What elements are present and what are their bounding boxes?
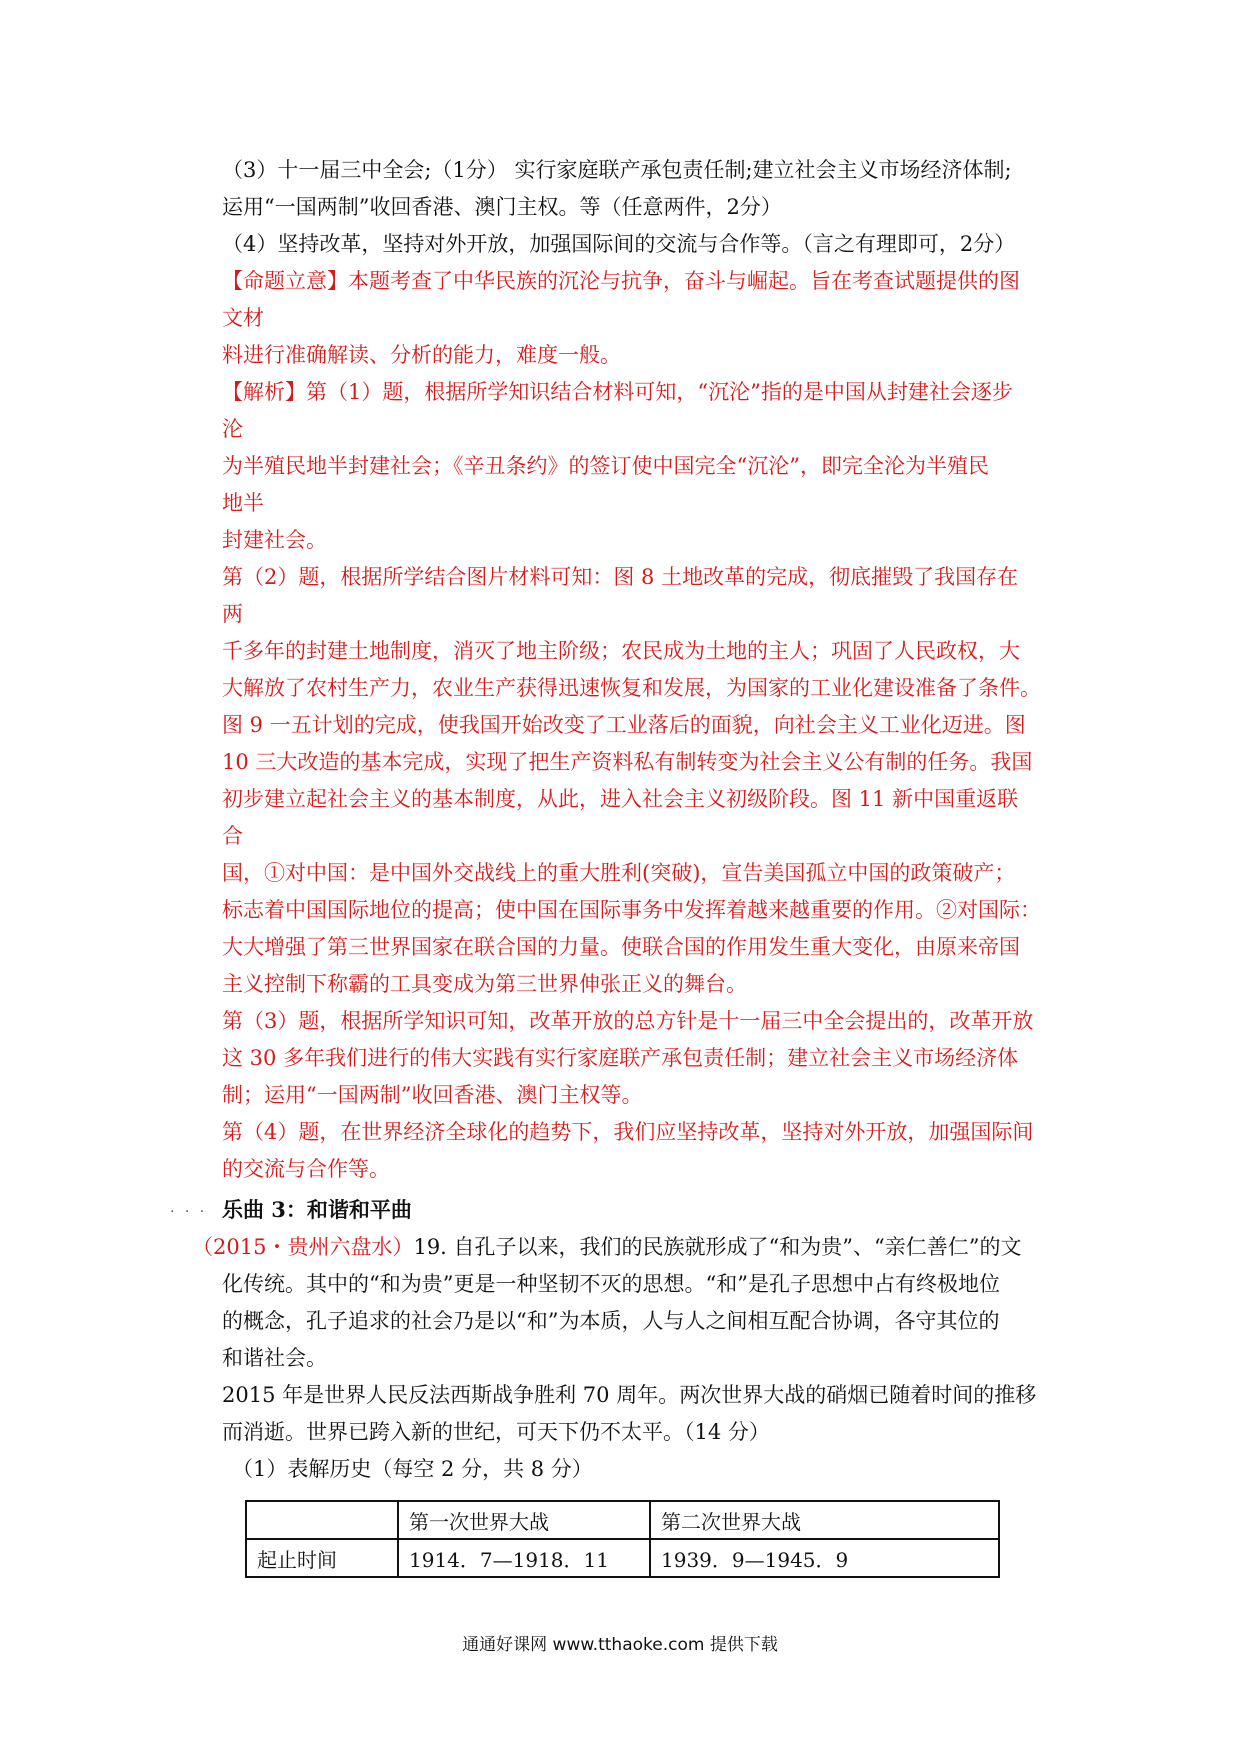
table-header-cell: 第二次世界大战	[650, 1501, 999, 1539]
analysis-line: 【解析】第（1）题，根据所学知识结合材料可知，“沉沦”指的是中国从封建社会逐步	[222, 380, 1013, 404]
answer-line: 运用“一国两制”收回香港、澳门主权。等（任意两件，2分）	[222, 195, 782, 219]
analysis-line: 国，①对中国：是中国外交战线上的重大胜利(突破)，宣告美国孤立中国的政策破产；	[222, 861, 1016, 885]
analysis-line: 合	[222, 824, 243, 848]
question-first-line	[192, 1230, 1021, 1264]
analysis-line: 大解放了农村生产力，农业生产获得迅速恢复和发展，为国家的工业化建设准备了条件。	[222, 676, 1041, 700]
history-table	[245, 1500, 1000, 1578]
analysis-line: 【命题立意】本题考查了中华民族的沉沦与抗争，奋斗与崛起。旨在考查试题提供的图	[222, 269, 1020, 293]
analysis-line: 第（3）题，根据所学知识可知，改革开放的总方针是十一届三中全会提出的，改革开放	[222, 1009, 1034, 1033]
analysis-line: 这 30 多年我们进行的伟大实践有实行家庭联产承包责任制；建立社会主义市场经济体	[222, 1046, 1019, 1070]
question-text: 19. 自孔子以来，我们的民族就形成了“和为贵”、“亲仁善仁”的文	[413, 1235, 1022, 1259]
analysis-line: 第（2）题，根据所学结合图片材料可知：图 8 土地改革的完成，彻底摧毁了我国存在	[222, 565, 1019, 589]
answer-line: （4）坚持改革，坚持对外开放，加强国际间的交流与合作等。（言之有理即可，2分）	[222, 232, 1016, 256]
analysis-line: 两	[222, 602, 243, 626]
analysis-line: 图 9 一五计划的完成，使我国开始改变了工业落后的面貌，向社会主义工业化迈进。图	[222, 713, 1026, 737]
question-line: 2015 年是世界人民反法西斯战争胜利 70 周年。两次世界大战的硝烟已随着时间的推移	[222, 1383, 1037, 1407]
question-line: 和谐社会。	[222, 1346, 327, 1370]
analysis-line: 料进行准确解读、分析的能力，难度一般。	[222, 343, 621, 367]
analysis-line: 的交流与合作等。	[222, 1157, 390, 1181]
question-line: 的概念，孔子追求的社会乃是以“和”为本质，人与人之间相互配合协调，各守其位的	[222, 1309, 1000, 1333]
section-title: 乐曲 3：和谐和平曲	[222, 1197, 412, 1222]
dot-leader: . . .	[170, 1200, 208, 1216]
analysis-line: 10 三大改造的基本完成，实现了把生产资料私有制转变为社会主义公有制的任务。我国	[222, 750, 1033, 774]
analysis-line: 主义控制下称霸的工具变成为第三世界伸张正义的舞台。	[222, 972, 747, 996]
analysis-line: 为半殖民地半封建社会；《辛丑条约》的签订使中国完全“沉沦”，即完全沦为半殖民	[222, 454, 989, 478]
table-header-cell: 第一次世界大战	[398, 1501, 650, 1539]
question-line: 而消逝。世界已跨入新的世纪，可天下仍不太平。（14 分）	[222, 1420, 770, 1444]
analysis-line: 封建社会。	[222, 528, 327, 552]
question-line: 化传统。其中的“和为贵”更是一种坚韧不灭的思想。“和”是孔子思想中占有终极地位	[222, 1272, 1000, 1296]
page-footer: 通通好课网 www.tthaoke.com 提供下载	[462, 1635, 778, 1655]
question-subpart: （1）表解历史（每空 2 分，共 8 分）	[232, 1457, 593, 1481]
table-header-cell	[246, 1501, 398, 1539]
analysis-line: 沦	[222, 417, 243, 441]
analysis-line: 制；运用“一国两制”收回香港、澳门主权等。	[222, 1083, 643, 1107]
analysis-line: 文材	[222, 306, 264, 330]
question-source: （2015・贵州六盘水）	[192, 1235, 414, 1259]
analysis-line: 千多年的封建土地制度，消灭了地主阶级；农民成为土地的主人；巩固了人民政权，大	[222, 639, 1020, 663]
table-cell: 1939．9—1945．9	[650, 1539, 999, 1577]
analysis-line: 初步建立起社会主义的基本制度，从此，进入社会主义初级阶段。图 11 新中国重返联	[222, 787, 1019, 811]
table-header-row	[246, 1501, 999, 1539]
analysis-line: 标志着中国国际地位的提高；使中国在国际事务中发挥着越来越重要的作用。②对国际：	[222, 898, 1041, 922]
analysis-line: 第（4）题，在世界经济全球化的趋势下，我们应坚持改革，坚持对外开放，加强国际间	[222, 1120, 1034, 1144]
analysis-line: 地半	[222, 491, 264, 515]
answer-line: （3）十一届三中全会;（1分） 实行家庭联产承包责任制;建立社会主义市场经济体制;	[222, 158, 1012, 182]
table-row	[246, 1539, 999, 1577]
analysis-line: 大大增强了第三世界国家在联合国的力量。使联合国的作用发生重大变化，由原来帝国	[222, 935, 1020, 959]
table-cell: 1914．7—1918．11	[398, 1539, 650, 1577]
table-cell: 起止时间	[246, 1539, 398, 1577]
